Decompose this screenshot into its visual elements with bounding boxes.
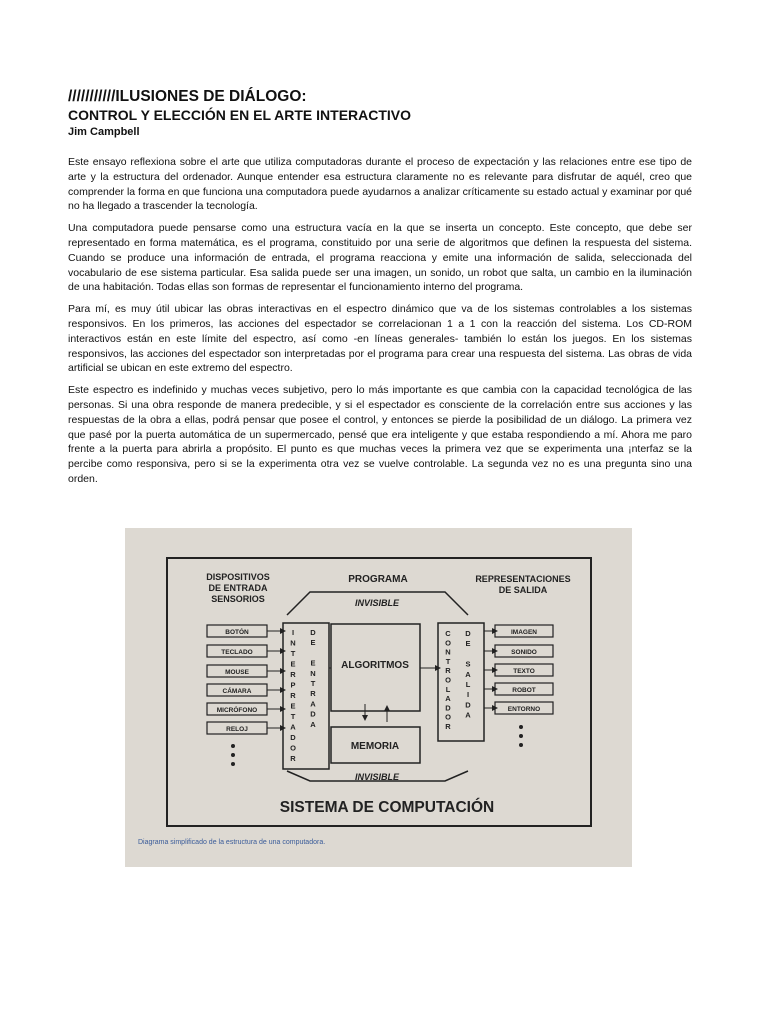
vertical-letter: D [465,629,471,638]
vertical-letter: A [465,710,471,720]
vertical-letter: D [445,703,451,713]
vertical-letter: E [310,638,316,648]
vertical-letter: D [310,709,316,719]
vertical-letter: R [445,666,451,676]
output-representations [484,625,553,747]
vertical-letter: E [290,659,296,669]
vertical-letter: R [310,689,316,699]
article [68,88,692,494]
vertical-letter: E [310,658,316,668]
vertical-letter: A [445,694,451,704]
vertical-letter: N [290,638,296,648]
paragraph: Para mí, es muy útil ubicar las obras interactivas en el espectro dinámico que va de los sistemas controlables a los sistemas responsivos. En los primeros, las acciones del espectador se correlacionan 1 a 1 con la reacción del sistema. Los CD-ROM interactivos están en este límite del espectro, así como -en líneas generales- también lo están los juegos. En los sistemas responsivos, las acciones del espectador son interpretadas por el programa para crear una respuesta del sistema. Las obras de vida artificial se ubican en este extremo del espectro. [68,303,692,375]
vertical-letter: T [445,656,451,666]
input-label: MOUSE [225,669,249,676]
input-label: TECLADO [221,649,253,656]
input-label: BOTÓN [225,629,249,636]
vertical-letter: O [445,675,451,685]
paragraph: Una computadora puede pensarse como una estructura vacía en la que se inserta un concepto. Este concepto, que debe ser representado en forma matemática, es el programa, constituido por una serie de algoritmos que definen la respuesta del sistema. Cuando se produce una información de entrada, el programa reacciona y emite una información de salida, seleccionada del vocabulario de ese sistema particular. Esa salida puede ser una imagen, un sonido, un robot que salta, un cambio en la iluminación de una habitación. Todas ellas son formas de representar el funcionamiento interno del programa. [68,222,692,294]
vertical-letter: N [445,647,451,657]
vertical-letter: R [290,691,296,700]
interpreter-letters-col2 [310,628,316,729]
input-label: MICRÓFONO [216,707,258,714]
vertical-letter: T [290,712,296,721]
vertical-letter: D [310,628,316,637]
vertical-letter: P [290,680,296,690]
vertical-letter: L [465,680,471,689]
inputs-heading-3: SENSORIOS [211,594,265,604]
computer-structure-diagram [125,528,632,867]
paragraph: Este espectro es indefinido y muchas veces subjetivo, pero lo más importante es que cambia con la capacidad tecnológica de las personas. Si una obra responde de manera predecible, y si el espectador es consciente de la correlación entre sus acciones y las respuestas de la obra a ellas, podrá pensar que posee el control, y entonces se pierde la posibilidad de un diálogo. La primera vez que pasé por la puerta automática de un supermercado, pensé que era inteligente y que estaba respondiendo a mí. Ahora me paro frente a la puerta para abrirla a propósito. El punto es que muchas veces la primera vez que se experimenta una ¡nterfaz se la percibe como responsiva, pero si se la experimenta otra vez se vuelve controlable. La segunda vez no es una pregunta sino una orden. [68,384,692,485]
controller-letters-col1 [445,629,451,731]
figure-caption: Diagrama simplificado de la estructura de una computadora. [138,839,326,846]
vertical-letter: A [465,669,471,679]
article-title: ///////////ILUSIONES DE DIÁLOGO: [68,88,307,105]
system-title: SISTEMA DE COMPUTACIÓN [279,799,495,816]
vertical-letter: C [445,629,451,638]
inputs-heading-2: DE ENTRADA [208,583,268,593]
output-label: ROBOT [512,687,536,694]
vertical-letter: D [290,733,296,742]
vertical-letter: L [445,684,451,694]
output-label: IMAGEN [511,629,537,636]
input-label: CÁMARA [222,688,252,695]
vertical-letter: A [310,699,316,709]
input-devices [207,625,283,766]
input-label: RELOJ [226,726,248,733]
author-name: Jim Campbell [68,126,140,138]
vertical-letter: O [290,743,296,753]
invisible-bottom-label: INVISIBLE [354,772,400,782]
paragraph: Este ensayo reflexiona sobre el arte que utiliza computadoras durante el proceso de expectación y las relaciones entre ese tipo de arte y la estructura del ordenador. Aunque entender esa estructura claramente no es relevante para disfrutar de aquél, creo que comprender la forma en que funciona una computadora puede ayudarnos a analizar críticamente su estado actual y examinar por qué no ha llegado a trascender la tecnología. [68,156,692,213]
vertical-letter: I [466,690,470,700]
vertical-letter: D [465,700,471,710]
vertical-letter: T [290,649,296,658]
outputs-heading-2: DE SALIDA [498,585,548,595]
program-label: PROGRAMA [348,574,408,585]
output-label: SONIDO [511,649,537,656]
inputs-heading-1: DISPOSITIVOS [206,572,270,582]
vertical-letter: E [290,701,296,711]
vertical-letter: O [445,638,451,648]
memory-label: MEMORIA [350,741,400,752]
vertical-letter: A [290,722,296,732]
algorithms-label: ALGORITMOS [341,660,409,671]
article-subtitle: CONTROL Y ELECCIÓN EN EL ARTE INTERACTIVO [68,107,412,123]
vertical-letter: S [465,659,471,669]
outputs-heading-1: REPRESENTACIONES [475,574,571,584]
output-label: TEXTO [513,668,535,675]
article-body [68,155,692,487]
vertical-letter: R [445,722,451,731]
vertical-letter: E [465,639,471,649]
vertical-letter: I [291,628,295,637]
invisible-top-label: INVISIBLE [354,598,400,608]
vertical-letter: O [445,712,451,722]
vertical-letter: T [310,679,316,688]
interpreter-letters-col1 [290,628,296,763]
diagram-svg [125,528,632,867]
output-label: ENTORNO [507,706,541,713]
vertical-letter: A [310,719,316,729]
vertical-letter: N [310,668,316,678]
vertical-letter: R [290,670,296,679]
vertical-letter: R [290,754,296,763]
controller-letters-col2 [465,629,471,720]
